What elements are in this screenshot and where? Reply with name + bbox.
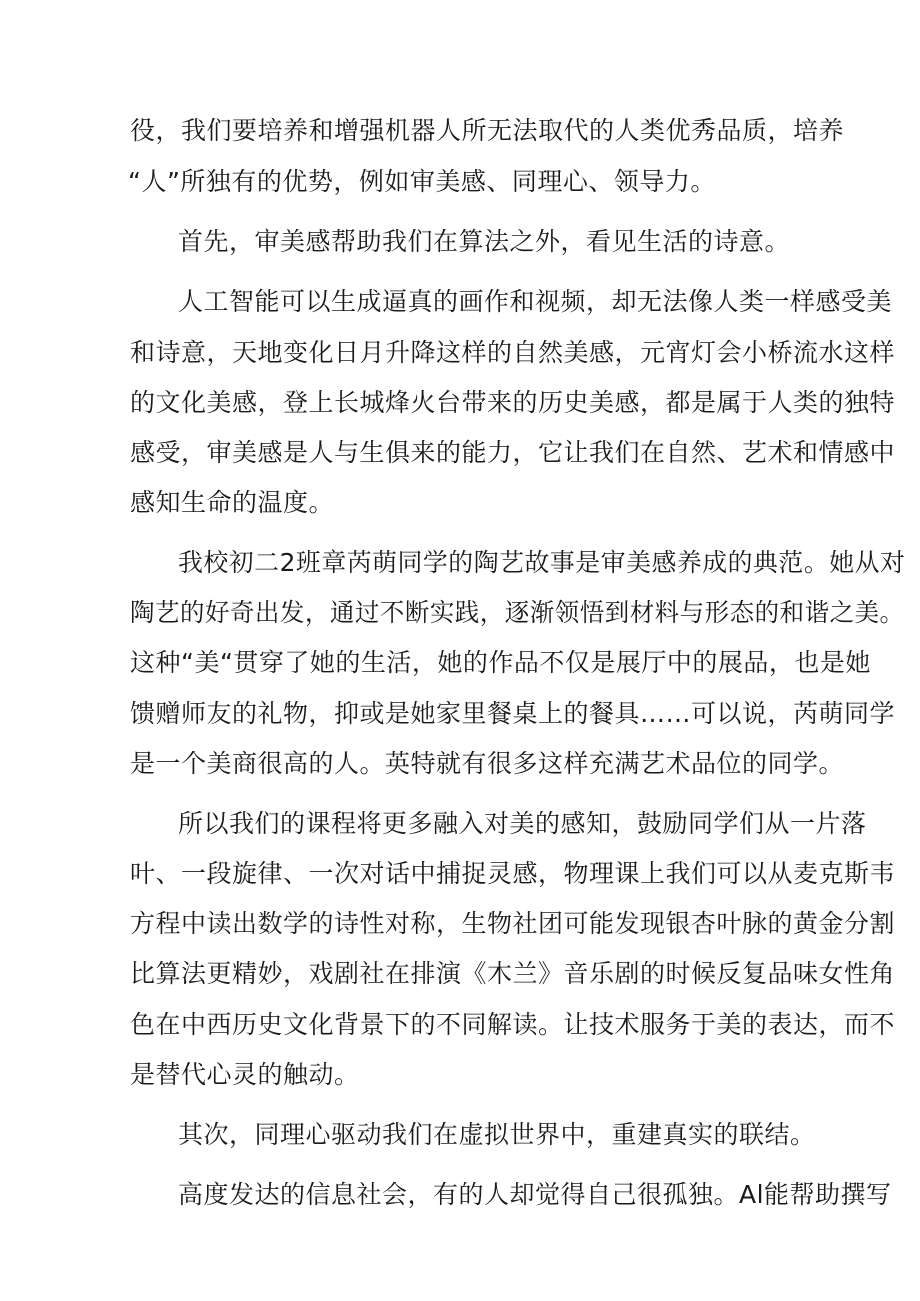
text-line: 所以我们的课程将更多融入对美的感知，鼓励同学们从一片落 [178, 809, 867, 838]
text-line: 方程中读出数学的诗性对称，生物社团可能发现银杏叶脉的黄金分割 [130, 909, 896, 938]
paragraph-heading: 首先，审美感帮助我们在算法之外，看见生活的诗意。 [178, 227, 791, 256]
text-line: 的文化美感，登上长城烽火台带来的历史美感，都是属于人类的独特 [130, 388, 896, 417]
text-line: 感知生命的温度。 [130, 488, 335, 517]
text-line: 役，我们要培养和增强机器人所无法取代的人类优秀品质，培养 [130, 116, 845, 145]
text-line: 是替代心灵的触动。 [130, 1060, 360, 1089]
text-line: 叶、一段旋律、一次对话中捕捉灵感，物理课上我们可以从麦克斯韦 [130, 859, 896, 888]
text-line: 馈赠师友的礼物，抑或是她家里餐桌上的餐具……可以说，芮萌同学 [130, 699, 896, 728]
text-line: 高度发达的信息社会，有的人却觉得自己很孤独。Al能帮助撰写 [178, 1180, 892, 1209]
text-line: 陶艺的好奇出发，通过不断实践，逐渐领悟到材料与形态的和谐之美。 [130, 598, 905, 627]
text-line: 是一个美商很高的人。英特就有很多这样充满艺术品位的同学。 [130, 749, 845, 778]
paragraph-heading: 其次，同理心驱动我们在虚拟世界中，重建真实的联结。 [178, 1120, 816, 1149]
text-line: 人工智能可以生成逼真的画作和视频，却无法像人类一样感受美 [178, 287, 893, 316]
text-line: 色在中西历史文化背景下的不同解读。让技术服务于美的表达，而不 [130, 1010, 896, 1039]
text-line: 我校初二2班章芮萌同学的陶艺故事是审美感养成的典范。她从对 [178, 548, 906, 577]
text-line: 比算法更精妙，戏剧社在排演《木兰》音乐剧的时候反复品味女性角 [130, 959, 896, 988]
text-line: “人”所独有的优势，例如审美感、同理心、领导力。 [128, 167, 716, 196]
text-line: 这种“美“贯穿了她的生活，她的作品不仅是展厅中的展品，也是她 [130, 648, 871, 677]
text-line: 感受，审美感是人与生俱来的能力，它让我们在自然、艺术和情感中 [130, 438, 896, 467]
text-line: 和诗意，天地变化日月升降这样的自然美感，元宵灯会小桥流水这样 [130, 338, 896, 367]
